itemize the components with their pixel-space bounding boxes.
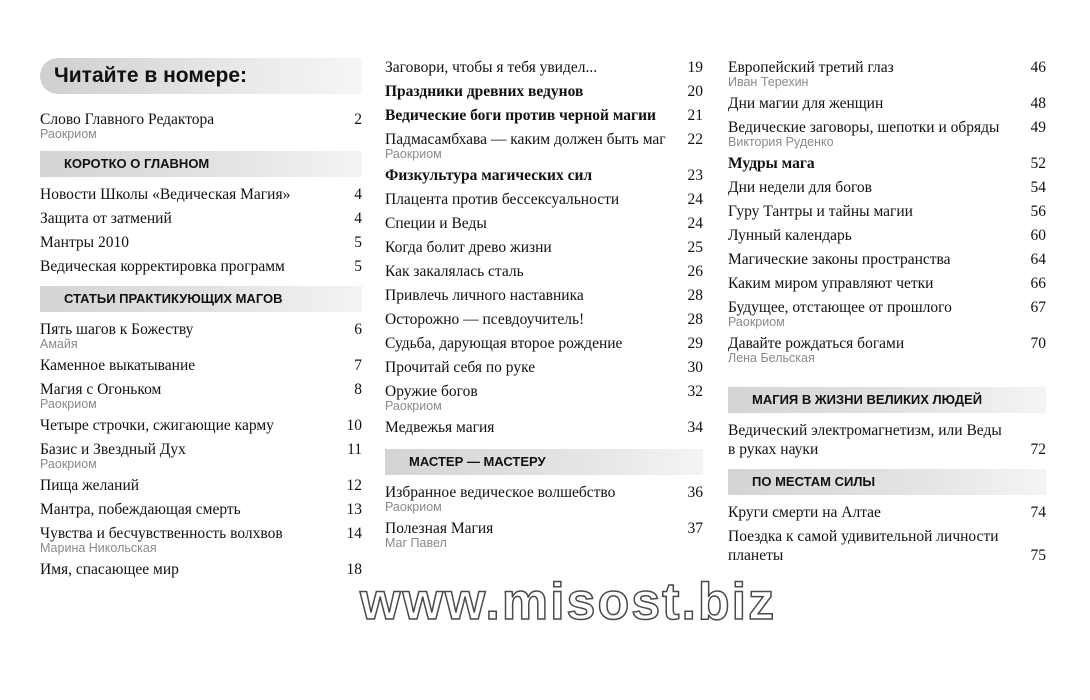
toc-entry	[40, 356, 362, 375]
page-number: 26	[687, 263, 703, 280]
section-header: КОРОТКО О ГЛАВНОМ	[40, 151, 362, 177]
article-title: Магия с Огоньком	[40, 381, 162, 398]
toc-entry-row	[385, 310, 703, 329]
article-title: Давайте рождаться богами	[728, 335, 905, 352]
article-title: Специи и Веды	[385, 215, 487, 232]
page-number: 52	[1030, 155, 1046, 172]
page-number: 74	[1030, 504, 1046, 521]
article-author: Лена Бельская	[728, 351, 815, 365]
article-title: Каким миром управляют четки	[728, 275, 934, 292]
toc-entry	[728, 178, 1046, 197]
article-title: Когда болит древо жизни	[385, 239, 552, 256]
toc-entry-row	[40, 416, 362, 435]
article-title: Избранное ведическое волшебство	[385, 484, 616, 501]
toc-entry	[40, 233, 362, 252]
toc-list	[40, 185, 362, 276]
article-title: Осторожно — псевдоучитель!	[385, 311, 585, 328]
article-title: Будущее, отстающее от прошлого	[728, 299, 952, 316]
page-number: 23	[687, 167, 703, 184]
toc-entry-row	[40, 560, 362, 579]
section-header: ПО МЕСТАМ СИЛЫ	[728, 469, 1046, 495]
article-title: Оружие богов	[385, 383, 478, 400]
page-number: 54	[1030, 179, 1046, 196]
toc-entry	[728, 202, 1046, 221]
article-title: Гуру Тантры и тайны магии	[728, 203, 913, 220]
toc-entry-row	[40, 209, 362, 228]
article-author: Иван Терехин	[728, 75, 809, 89]
toc-entry-row	[385, 214, 703, 233]
site-watermark: www.misost.biz	[360, 573, 777, 631]
toc-entry-row	[728, 154, 1046, 173]
toc-entry	[728, 421, 1046, 459]
toc-entry	[40, 110, 362, 141]
article-title: Защита от затмений	[40, 210, 172, 227]
toc-entry	[728, 527, 1046, 565]
page-number: 8	[354, 381, 362, 398]
page-number: 12	[346, 477, 362, 494]
page-number: 46	[1030, 59, 1046, 76]
article-title: Прочитай себя по руке	[385, 359, 536, 376]
page-number: 32	[687, 383, 703, 400]
toc-entry	[728, 226, 1046, 245]
article-title: Магические законы пространства	[728, 251, 951, 268]
toc-entry	[385, 82, 703, 101]
article-title: Новости Школы «Ведическая Магия»	[40, 186, 291, 203]
page-number: 37	[687, 520, 703, 537]
page-number: 2	[354, 111, 362, 128]
page-number: 36	[687, 484, 703, 501]
toc-entry-row	[728, 503, 1046, 522]
page-number: 10	[346, 417, 362, 434]
article-title: Европейский третий глаз	[728, 59, 894, 76]
toc-entry	[40, 257, 362, 276]
article-title: Круги смерти на Алтае	[728, 504, 881, 521]
toc-entry	[385, 190, 703, 209]
article-title: Имя, спасающее мир	[40, 561, 179, 578]
toc-entry	[728, 94, 1046, 113]
toc-entry	[385, 238, 703, 257]
page-number: 4	[354, 210, 362, 227]
toc-column-3	[728, 58, 1046, 570]
article-title: Падмасамбхава — каким должен быть маг	[385, 131, 666, 148]
article-author: Раокриом	[728, 315, 785, 329]
toc-entry-row	[728, 178, 1046, 197]
toc-entry-row	[40, 356, 362, 375]
article-title: Каменное выкатывание	[40, 357, 196, 374]
page-number: 29	[687, 335, 703, 352]
article-title: Судьба, дарующая второе рождение	[385, 335, 623, 352]
article-title: Мантра, побеждающая смерть	[40, 501, 241, 518]
page-number: 48	[1030, 95, 1046, 112]
toc-entry	[385, 166, 703, 185]
toc-entry	[728, 298, 1046, 329]
toc-entry-row	[728, 527, 1046, 565]
article-title: Ведические боги против черной магии	[385, 107, 656, 124]
toc-list	[385, 58, 703, 437]
page-number: 70	[1030, 335, 1046, 352]
toc-entry-row	[385, 286, 703, 305]
page-number: 11	[347, 441, 362, 458]
article-title: Пять шагов к Божеству	[40, 321, 194, 338]
toc-entry	[728, 274, 1046, 293]
page-number: 20	[687, 83, 703, 100]
page-number: 13	[346, 501, 362, 518]
toc-entry-row	[40, 500, 362, 519]
article-title: Заговори, чтобы я тебя увидел...	[385, 59, 598, 76]
article-author: Раокриом	[385, 500, 442, 514]
page-number: 60	[1030, 227, 1046, 244]
toc-entry	[40, 416, 362, 435]
toc-list	[728, 421, 1046, 459]
toc-entry	[40, 440, 362, 471]
toc-entry	[385, 286, 703, 305]
toc-entry-row	[40, 476, 362, 495]
article-author: Раокриом	[40, 457, 97, 471]
article-title: Дни недели для богов	[728, 179, 872, 196]
toc-entry-row	[728, 202, 1046, 221]
page-number: 21	[687, 107, 703, 124]
article-title: Поездка к самой удивительной личности планеты	[728, 528, 999, 564]
toc-entry-row	[728, 250, 1046, 269]
toc-column-2	[385, 58, 703, 555]
toc-entry	[728, 250, 1046, 269]
article-title: Плацента против бессексуальности	[385, 191, 620, 208]
toc-entry	[385, 58, 703, 77]
toc-entry	[385, 130, 703, 161]
page-number: 25	[687, 239, 703, 256]
page-number: 22	[687, 131, 703, 148]
article-title: Лунный календарь	[728, 227, 852, 244]
article-title: Четыре строчки, сжигающие карму	[40, 417, 274, 434]
article-title: Праздники древних ведунов	[385, 83, 584, 100]
article-author: Раокриом	[385, 399, 442, 413]
section-header: МАСТЕР — МАСТЕРУ	[385, 449, 703, 475]
toc-entry	[385, 483, 703, 514]
toc-list	[40, 110, 362, 141]
page-number: 7	[354, 357, 362, 374]
toc-entry	[385, 310, 703, 329]
toc-entry-row	[40, 233, 362, 252]
page-number: 24	[687, 191, 703, 208]
toc-entry-row	[385, 166, 703, 185]
article-title: Медвежья магия	[385, 419, 495, 436]
toc-entry	[385, 262, 703, 281]
toc-entry	[385, 106, 703, 125]
page-number: 56	[1030, 203, 1046, 220]
toc-entry	[728, 58, 1046, 89]
article-author: Виктория Руденко	[728, 135, 834, 149]
article-title: Базис и Звездный Дух	[40, 441, 186, 458]
toc-entry-row	[40, 320, 362, 339]
page-number: 64	[1030, 251, 1046, 268]
toc-entry	[40, 560, 362, 579]
toc-entry-row	[728, 94, 1046, 113]
section-header: МАГИЯ В ЖИЗНИ ВЕЛИКИХ ЛЮДЕЙ	[728, 387, 1046, 413]
toc-entry	[385, 519, 703, 550]
toc-entry	[40, 380, 362, 411]
article-author: Амайя	[40, 337, 78, 351]
toc-entry	[385, 418, 703, 437]
article-title: Физкультура магических сил	[385, 167, 593, 184]
article-title: Мудры мага	[728, 155, 815, 172]
issue-contents-title: Читайте в номере:	[40, 58, 362, 94]
article-title: Как закалялась сталь	[385, 263, 524, 280]
page-number: 19	[687, 59, 703, 76]
article-title: Ведическая корректировка программ	[40, 258, 285, 275]
article-title: Мантры 2010	[40, 234, 129, 251]
toc-entry-row	[728, 274, 1046, 293]
toc-entry-row	[385, 238, 703, 257]
page-number: 24	[687, 215, 703, 232]
article-title: Пища желаний	[40, 477, 140, 494]
page-number: 75	[1030, 547, 1046, 564]
toc-entry	[385, 358, 703, 377]
article-title: Слово Главного Редактора	[40, 111, 215, 128]
page-number: 4	[354, 186, 362, 203]
toc-entry-row	[385, 334, 703, 353]
toc-entry	[728, 334, 1046, 365]
article-title: Дни магии для женщин	[728, 95, 884, 112]
toc-entry-row	[40, 257, 362, 276]
toc-column-1	[40, 58, 362, 584]
toc-entry-row	[728, 226, 1046, 245]
toc-entry-row	[728, 421, 1046, 459]
toc-entry-row	[385, 418, 703, 437]
page-number: 49	[1030, 119, 1046, 136]
page-number: 72	[1030, 441, 1046, 458]
toc-entry-row	[40, 185, 362, 204]
article-title: Ведический электромагнетизм, или Веды в руках науки	[728, 422, 1002, 458]
page-number: 67	[1030, 299, 1046, 316]
page-number: 18	[346, 561, 362, 578]
page-number: 28	[687, 287, 703, 304]
article-title: Ведические заговоры, шепотки и обряды	[728, 119, 1000, 136]
article-author: Раокриом	[40, 127, 97, 141]
toc-entry	[728, 118, 1046, 149]
article-title: Полезная Магия	[385, 520, 494, 537]
toc-entry	[40, 524, 362, 555]
toc-entry	[385, 214, 703, 233]
toc-entry-row	[385, 58, 703, 77]
page-number: 30	[687, 359, 703, 376]
toc-entry-row	[385, 190, 703, 209]
toc-entry	[385, 382, 703, 413]
toc-entry	[40, 209, 362, 228]
toc-entry	[385, 334, 703, 353]
toc-entry-row	[385, 82, 703, 101]
toc-list	[728, 58, 1046, 365]
page-number: 6	[354, 321, 362, 338]
toc-entry-row	[385, 106, 703, 125]
page-number: 5	[354, 234, 362, 251]
toc-list	[385, 483, 703, 550]
toc-entry	[40, 476, 362, 495]
toc-list	[40, 320, 362, 579]
page-number: 5	[354, 258, 362, 275]
page-number: 14	[346, 525, 362, 542]
toc-entry	[728, 503, 1046, 522]
toc-entry	[40, 500, 362, 519]
toc-entry	[40, 320, 362, 351]
article-author: Марина Никольская	[40, 541, 157, 555]
page-number: 66	[1030, 275, 1046, 292]
page-number: 34	[687, 419, 703, 436]
article-author: Маг Павел	[385, 536, 447, 550]
toc-entry-row	[385, 358, 703, 377]
toc-entry-row	[385, 262, 703, 281]
toc-entry	[40, 185, 362, 204]
page-number: 28	[687, 311, 703, 328]
section-header: СТАТЬИ ПРАКТИКУЮЩИХ МАГОВ	[40, 286, 362, 312]
toc-list	[728, 503, 1046, 565]
toc-entry	[728, 154, 1046, 173]
article-title: Привлечь личного наставника	[385, 287, 584, 304]
article-title: Чувства и бесчувственность волхвов	[40, 525, 283, 542]
article-author: Раокриом	[40, 397, 97, 411]
article-author: Раокриом	[385, 147, 442, 161]
